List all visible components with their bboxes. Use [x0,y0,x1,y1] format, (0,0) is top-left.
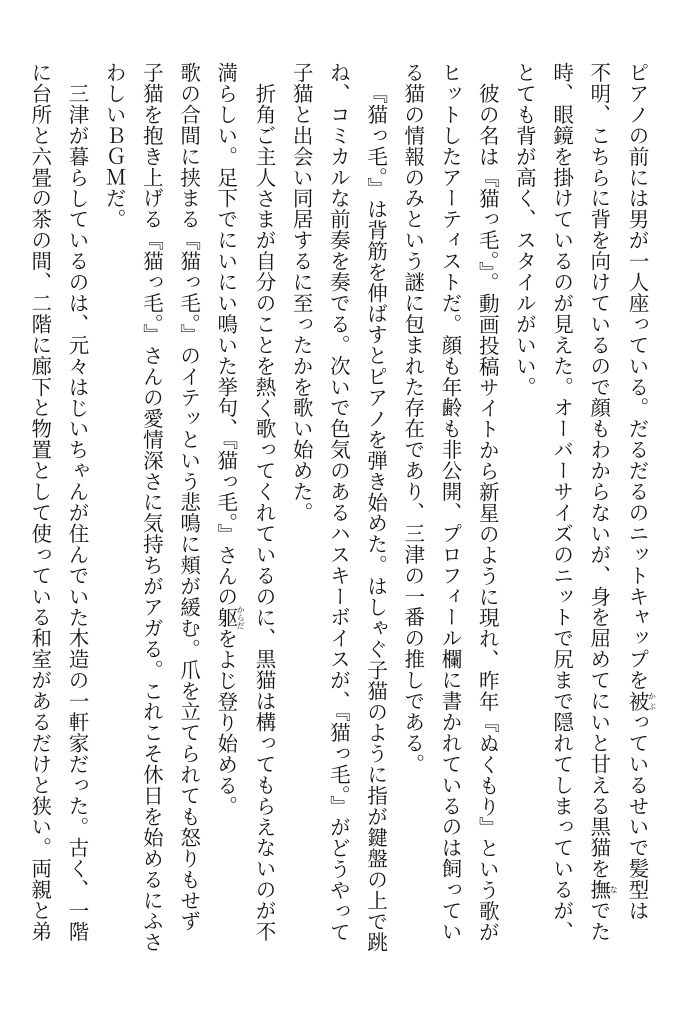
furigana-reading: かぶ [647,690,657,712]
furigana-reading: な [609,879,619,900]
text-line: 時、眼鏡を掛けているのが見えた。オーバーサイズのニットで尻まで隠れてしまっているが、 [549,62,574,942]
paragraph-5 [21,62,95,962]
text-line: 歌の合間に挟まる『猫っ毛。』のイテッという悲鳴に頬が緩む。爪を立てられても怒りもせず [176,62,201,932]
furigana-ruby: 撫な [586,879,619,901]
paragraph-2 [394,62,506,962]
text-line: 子猫を抱き上げる『猫っ毛。』さんの愛情深さに気持ちがアガる。これこそ休日を始めるにふさ [139,62,164,953]
text-line: 折角ご主人さまが自分のことを熱く歌ってくれているのに、黒猫は構ってもらえないのが不 [251,82,276,942]
text-line: に台所と六畳の茶の間、二階に廊下と物置として使っている和室があるだけと狭い。両親と弟 [27,62,52,942]
text-line: 三津が暮らしているのは、元々はじいちゃんが住んでいた木造の一軒家だった。古く、一階 [64,82,89,942]
text-line: 『猫っ毛。』は背筋を伸ばすとピアノを弾き始めた。はしゃぐ子猫のように指が鍵盤の上で跳 [363,82,388,953]
text-line: 彼の名は『猫っ毛。』。動画投稿サイトから新星のように現れ、昨年『ぬくもり』という歌が [475,82,500,942]
paragraph-4 [95,62,282,962]
furigana-ruby: 被かぶ [625,690,657,712]
text-line: ピアノの前には男が一人座っている。だるだるのニットキャップを被かぶっているせいで髪型は [625,62,657,921]
text-line: る猫の情報のみという謎に包まれた存在であり、三津の一番の推しである。 [400,62,425,775]
text-line: わしいＢＧＭだ。 [102,62,127,230]
text-line: 満らしい。足下でにいにい鳴いた挙句、『猫っ毛。』さんの躯からだをよじ登り始める。 [213,62,246,817]
paragraph-1 [505,62,656,962]
furigana-reading: からだ [236,605,246,630]
furigana-ruby: 躯からだ [213,605,246,630]
text-line: 不明、こちらに背を向けているので顔もわからないが、身を屈めてにいと甘える黒猫を撫なでた [586,62,619,942]
paragraph-3 [282,62,394,962]
vertical-text-body [27,62,657,962]
text-line: とても背が高く、スタイルがいい。 [512,62,537,398]
text-line: 子猫と出会い同居するに至ったかを歌い始めた。 [289,62,314,523]
text-line: ヒットしたアーティストだ。顔も年齢も非公開、プロフィール欄に書かれているのは飼ってい [437,62,462,942]
text-line: ね、コミカルな前奏を奏でる。次いで色気のあるハスキーボイスが、『猫っ毛。』がどうやって [326,62,351,943]
